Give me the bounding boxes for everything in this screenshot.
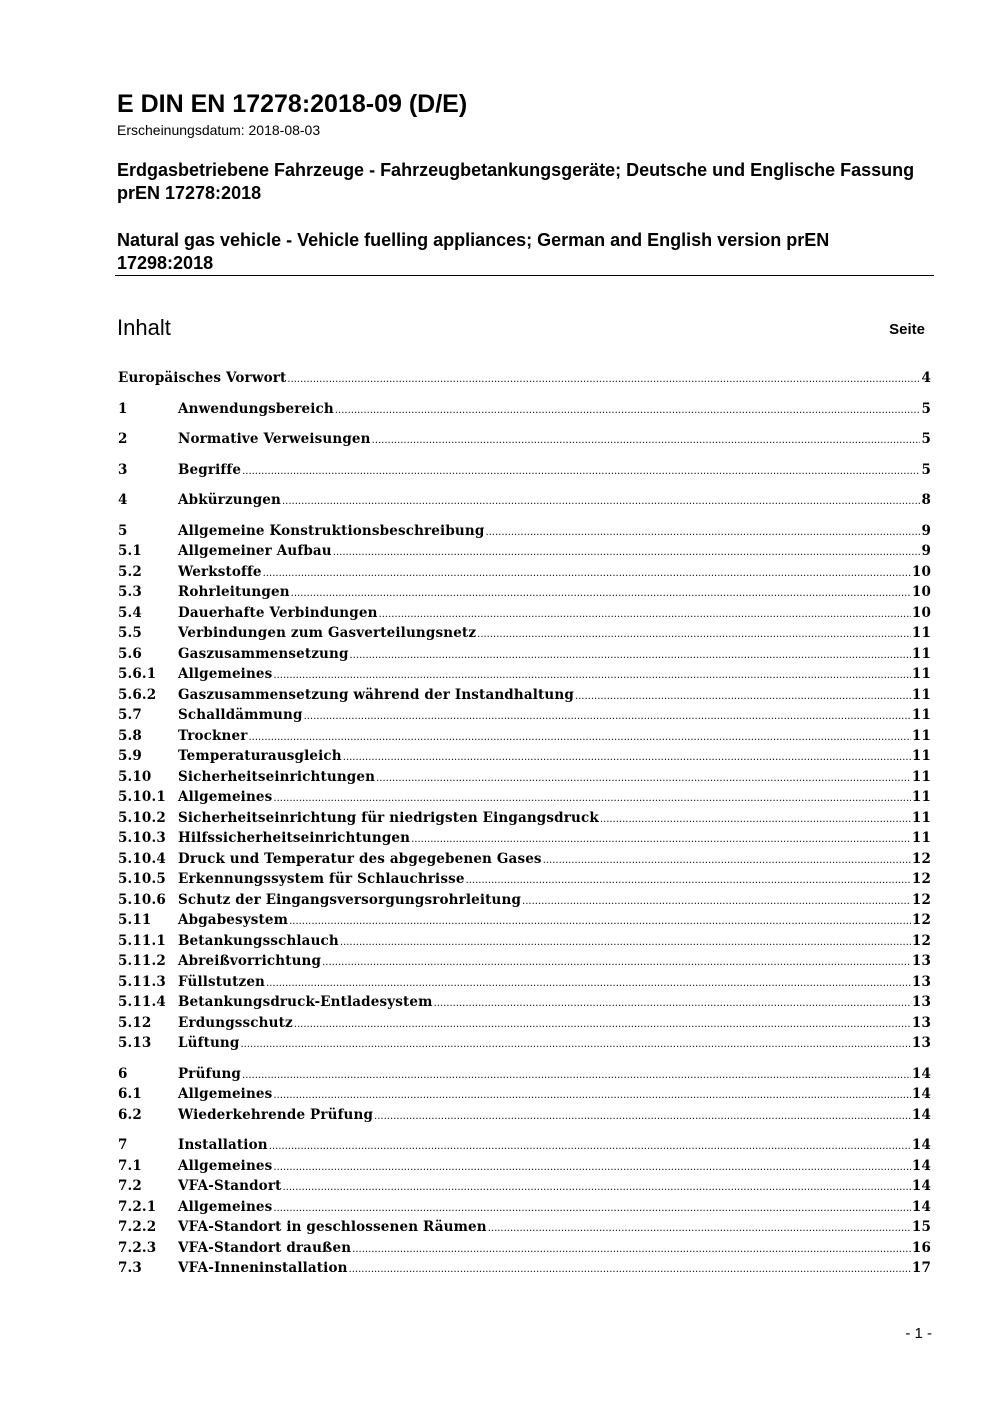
toc-entry-title: VFA-Standort — [178, 1178, 282, 1194]
toc-entry[interactable] — [118, 492, 931, 513]
toc-entry-page: 5 — [921, 462, 931, 478]
page-number: - 1 - — [905, 1325, 932, 1342]
toc-entry-number: 5.11 — [118, 912, 152, 928]
toc-dot-leader — [248, 732, 910, 743]
toc-entry[interactable] — [118, 1035, 931, 1056]
toc-entry-number: 5.6.1 — [118, 666, 157, 682]
toc-entry[interactable] — [118, 1260, 931, 1281]
toc-entry-page: 12 — [911, 871, 931, 887]
toc-entry-title: Allgemeiner Aufbau — [178, 543, 332, 559]
title-english: Natural gas vehicle - Vehicle fuelling appliances; German and English version prEN 17298:2018 — [117, 230, 830, 273]
toc-dot-leader — [575, 691, 911, 702]
toc-dot-leader — [273, 793, 910, 804]
toc-entry-title: Trockner — [178, 728, 248, 744]
toc-entry-page: 17 — [911, 1260, 931, 1276]
toc-dot-leader — [269, 1141, 911, 1152]
toc-dot-leader — [488, 1223, 911, 1234]
toc-entry-title: Prüfung — [178, 1066, 242, 1082]
toc-entry-page: 10 — [911, 584, 931, 600]
toc-entry-page: 13 — [911, 974, 931, 990]
toc-entry-page: 4 — [921, 370, 931, 386]
toc-entry-number: 3 — [118, 462, 128, 478]
toc-entry[interactable] — [118, 851, 931, 872]
toc-entry-page: 15 — [911, 1219, 931, 1235]
toc-entry[interactable] — [118, 646, 931, 667]
toc-entry-title: Betankungsdruck-Entladesystem — [178, 994, 433, 1010]
toc-entry[interactable] — [118, 994, 931, 1015]
toc-entry-page: 10 — [911, 564, 931, 580]
toc-entry-title: Allgemeine Konstruktionsbeschreibung — [178, 523, 485, 539]
toc-dot-leader — [352, 1244, 911, 1255]
toc-dot-leader — [242, 1070, 911, 1081]
toc-entry-page: 11 — [911, 748, 931, 764]
toc-entry-title: VFA-Inneninstallation — [178, 1260, 348, 1276]
toc-entry-page: 11 — [911, 830, 931, 846]
toc-entry-title: Werkstoffe — [178, 564, 262, 580]
toc-entry-number: 5.3 — [118, 584, 142, 600]
toc-entry[interactable] — [118, 974, 931, 995]
toc-entry[interactable] — [118, 584, 931, 605]
toc-dot-leader — [242, 466, 920, 477]
toc-entry-number: 5.6 — [118, 646, 142, 662]
toc-entry-number: 6 — [118, 1066, 128, 1082]
toc-entry-page: 10 — [911, 605, 931, 621]
toc-entry-title: Dauerhafte Verbindungen — [178, 605, 378, 621]
toc-entry-number: 5.12 — [118, 1015, 152, 1031]
toc-dot-leader — [349, 1264, 911, 1275]
toc-entry-number: 5.8 — [118, 728, 142, 744]
toc-entry-number: 5.10.4 — [118, 851, 166, 867]
toc-entry[interactable] — [118, 892, 931, 913]
toc-entry[interactable] — [118, 728, 931, 749]
toc-entry-title: Wiederkehrende Prüfung — [178, 1107, 374, 1123]
toc-entry-number: 5.10.1 — [118, 789, 166, 805]
toc-entry-number: 5.11.3 — [118, 974, 166, 990]
toc-dot-leader — [376, 773, 911, 784]
toc-entry[interactable] — [118, 830, 931, 851]
toc-entry[interactable] — [118, 1137, 931, 1158]
toc-entry-page: 12 — [911, 851, 931, 867]
toc-entry[interactable] — [118, 769, 931, 790]
toc-entry-number: 5.2 — [118, 564, 142, 580]
document-title: E DIN EN 17278:2018-09 (D/E) — [117, 90, 468, 118]
toc-dot-leader — [266, 978, 911, 989]
toc-entry-page: 16 — [911, 1240, 931, 1256]
toc-entry-number: 5.11.1 — [118, 933, 166, 949]
toc-entry[interactable] — [118, 810, 931, 831]
toc-entry[interactable] — [118, 564, 931, 585]
toc-entry-title: Sicherheitseinrichtungen — [178, 769, 376, 785]
title-german: Erdgasbetriebene Fahrzeuge - Fahrzeugbetankungsgeräte; Deutsche und Englische Fassung prEN 17278:2018 — [117, 160, 915, 203]
toc-entry[interactable] — [118, 543, 931, 564]
toc-entry[interactable] — [118, 933, 931, 954]
toc-dot-leader — [522, 896, 911, 907]
toc-entry[interactable] — [118, 687, 931, 708]
toc-entry-page: 13 — [911, 953, 931, 969]
toc-entry-page: 5 — [921, 401, 931, 417]
toc-entry-number: 7.2.3 — [118, 1240, 157, 1256]
toc-heading: Inhalt — [117, 315, 171, 340]
toc-entry-page: 11 — [911, 810, 931, 826]
toc-dot-leader — [335, 405, 921, 416]
toc-entry-page: 13 — [911, 1035, 931, 1051]
toc-entry-number: 7.2 — [118, 1178, 142, 1194]
toc-entry[interactable] — [118, 1240, 931, 1261]
toc-entry-number: 5.10 — [118, 769, 152, 785]
toc-entry-page: 11 — [911, 769, 931, 785]
toc-entry-number: 6.2 — [118, 1107, 142, 1123]
toc-entry[interactable] — [118, 789, 931, 810]
toc-entry-page: 14 — [911, 1137, 931, 1153]
toc-entry-page: 9 — [921, 523, 931, 539]
toc-dot-leader — [282, 496, 920, 507]
toc-entry-title: Begriffe — [178, 462, 242, 478]
toc-entry[interactable] — [118, 1158, 931, 1179]
toc-entry[interactable] — [118, 871, 931, 892]
toc-entry-number: 5.6.2 — [118, 687, 157, 703]
toc-entry-page: 14 — [911, 1199, 931, 1215]
toc-dot-leader — [283, 1182, 911, 1193]
toc-entry[interactable] — [118, 1086, 931, 1107]
toc-entry-title: Lüftung — [178, 1035, 240, 1051]
toc-entry-number: 5 — [118, 523, 128, 539]
toc-entry-number: 2 — [118, 431, 128, 447]
toc-entry-title: VFA-Standort in geschlossenen Räumen — [178, 1219, 487, 1235]
toc-dot-leader — [333, 547, 921, 558]
toc-entry-number: 5.11.4 — [118, 994, 166, 1010]
toc-dot-leader — [343, 752, 911, 763]
toc-dot-leader — [263, 568, 911, 579]
toc-entry[interactable] — [118, 1107, 931, 1128]
toc-entry-page: 11 — [911, 687, 931, 703]
toc-entry-title: Füllstutzen — [178, 974, 266, 990]
toc-entry-number: 5.7 — [118, 707, 142, 723]
toc-dot-leader — [273, 670, 910, 681]
toc-dot-leader — [322, 957, 911, 968]
toc-entry-number: 5.11.2 — [118, 953, 166, 969]
toc-entry-title: Schalldämmung — [178, 707, 303, 723]
toc-entry-title: Gaszusammensetzung — [178, 646, 349, 662]
toc-entry-page: 5 — [921, 431, 931, 447]
toc-entry[interactable] — [118, 748, 931, 769]
toc-entry[interactable] — [118, 462, 931, 483]
toc-dot-leader — [340, 937, 911, 948]
toc-entry-title: Gaszusammensetzung während der Instandhaltung — [178, 687, 574, 703]
toc-entry-number: 5.10.3 — [118, 830, 166, 846]
toc-entry[interactable] — [118, 1178, 931, 1199]
toc-entry[interactable] — [118, 605, 931, 626]
toc-entry-number: 4 — [118, 492, 128, 508]
toc-entry-title: Temperaturausgleich — [178, 748, 342, 764]
toc-dot-leader — [485, 527, 920, 538]
toc-entry-number: 5.10.2 — [118, 810, 166, 826]
toc-entry-title: VFA-Standort draußen — [178, 1240, 352, 1256]
toc-entry[interactable] — [118, 625, 931, 646]
toc-entry-title: Allgemeines — [178, 666, 273, 682]
toc-entry-number: 7.3 — [118, 1260, 142, 1276]
toc-entry-title: Erdungsschutz — [178, 1015, 293, 1031]
toc-entry[interactable] — [118, 523, 931, 544]
toc-entry-title: Hilfssicherheitseinrichtungen — [178, 830, 411, 846]
toc-entry[interactable] — [118, 431, 931, 452]
toc-entry-title: Erkennungssystem für Schlauchrisse — [178, 871, 465, 887]
toc-entry-page: 14 — [911, 1178, 931, 1194]
toc-dot-leader — [372, 435, 921, 446]
toc-entry-page: 12 — [911, 892, 931, 908]
toc-entry-title: Allgemeines — [178, 789, 273, 805]
toc-page-label: Seite — [889, 321, 925, 338]
toc-entry-number: 5.13 — [118, 1035, 152, 1051]
toc-entry-page: 14 — [911, 1158, 931, 1174]
toc-entry-page: 11 — [911, 707, 931, 723]
toc-entry-title: Verbindungen zum Gasverteilungsnetz — [178, 625, 477, 641]
toc-entry-number: 5.4 — [118, 605, 142, 621]
toc-entry-title: Abkürzungen — [178, 492, 281, 508]
toc-dot-leader — [379, 609, 911, 620]
toc-entry-title: Abgabesystem — [178, 912, 289, 928]
toc-entry-title: Rohrleitungen — [178, 584, 290, 600]
toc-dot-leader — [374, 1111, 911, 1122]
toc-entry[interactable] — [118, 912, 931, 933]
toc-entry[interactable] — [118, 1219, 931, 1240]
toc-entry-number: 1 — [118, 401, 128, 417]
toc-entry-number: 5.9 — [118, 748, 142, 764]
toc-entry-page: 13 — [911, 1015, 931, 1031]
toc-entry[interactable] — [118, 953, 931, 974]
toc-dot-leader — [304, 711, 911, 722]
toc-entry-number: 7.2.2 — [118, 1219, 157, 1235]
toc-entry-page: 11 — [911, 625, 931, 641]
toc-dot-leader — [289, 916, 911, 927]
toc-dot-leader — [287, 374, 920, 385]
header-divider — [115, 275, 934, 276]
toc-entry-number: 7 — [118, 1137, 128, 1153]
toc-entry-title: Anwendungsbereich — [178, 401, 334, 417]
toc-entry-title: Normative Verweisungen — [178, 431, 371, 447]
toc-dot-leader — [600, 814, 911, 825]
toc-entry[interactable] — [118, 1066, 931, 1087]
toc-entry[interactable] — [118, 401, 931, 422]
toc-entry-page: 13 — [911, 994, 931, 1010]
toc-dot-leader — [434, 998, 911, 1009]
toc-entry-page: 11 — [911, 789, 931, 805]
toc-entry-title: Allgemeines — [178, 1158, 273, 1174]
toc-entry-page: 11 — [911, 728, 931, 744]
toc-dot-leader — [294, 1019, 911, 1030]
toc-dot-leader — [273, 1162, 910, 1173]
toc-entry[interactable] — [118, 1199, 931, 1220]
toc-dot-leader — [466, 875, 911, 886]
toc-entry-number: 7.1 — [118, 1158, 142, 1174]
toc-entry-number: 5.10.5 — [118, 871, 166, 887]
toc-entry-title: Abreißvorrichtung — [178, 953, 322, 969]
toc-dot-leader — [240, 1039, 910, 1050]
toc-entry-page: 8 — [921, 492, 931, 508]
toc-entry-title: Europäisches Vorwort — [118, 370, 287, 386]
toc-entry-number: 5.5 — [118, 625, 142, 641]
toc-entry-title: Allgemeines — [178, 1086, 273, 1102]
toc-entry-page: 12 — [911, 933, 931, 949]
toc-dot-leader — [291, 588, 911, 599]
toc-dot-leader — [543, 855, 911, 866]
toc-dot-leader — [273, 1203, 910, 1214]
publication-date: Erscheinungsdatum: 2018-08-03 — [117, 122, 321, 138]
toc-entry-page: 11 — [911, 646, 931, 662]
toc-entry-number: 6.1 — [118, 1086, 142, 1102]
toc-dot-leader — [477, 629, 911, 640]
toc-entry-title: Installation — [178, 1137, 268, 1153]
toc-entry[interactable] — [118, 707, 931, 728]
toc-entry-page: 14 — [911, 1107, 931, 1123]
toc-entry-number: 5.1 — [118, 543, 142, 559]
toc-entry-number: 5.10.6 — [118, 892, 166, 908]
toc-entry-title: Sicherheitseinrichtung für niedrigsten Eingangsdruck — [178, 810, 599, 826]
toc-entry-number: 7.2.1 — [118, 1199, 157, 1215]
toc-dot-leader — [350, 650, 911, 661]
toc-entry-title: Druck und Temperatur des abgegebenen Gases — [178, 851, 542, 867]
toc-entry-page: 12 — [911, 912, 931, 928]
toc-entry-page: 14 — [911, 1086, 931, 1102]
toc-dot-leader — [273, 1090, 910, 1101]
toc-entry-page: 11 — [911, 666, 931, 682]
toc-entry[interactable] — [118, 1015, 931, 1036]
toc-entry-title: Schutz der Eingangsversorgungsrohrleitung — [178, 892, 522, 908]
toc-entry-title: Allgemeines — [178, 1199, 273, 1215]
toc-entry[interactable] — [118, 370, 931, 391]
toc-entry-title: Betankungsschlauch — [178, 933, 339, 949]
toc-dot-leader — [411, 834, 911, 845]
toc-entry[interactable] — [118, 666, 931, 687]
toc-entry-page: 14 — [911, 1066, 931, 1082]
toc-entry-page: 9 — [921, 543, 931, 559]
